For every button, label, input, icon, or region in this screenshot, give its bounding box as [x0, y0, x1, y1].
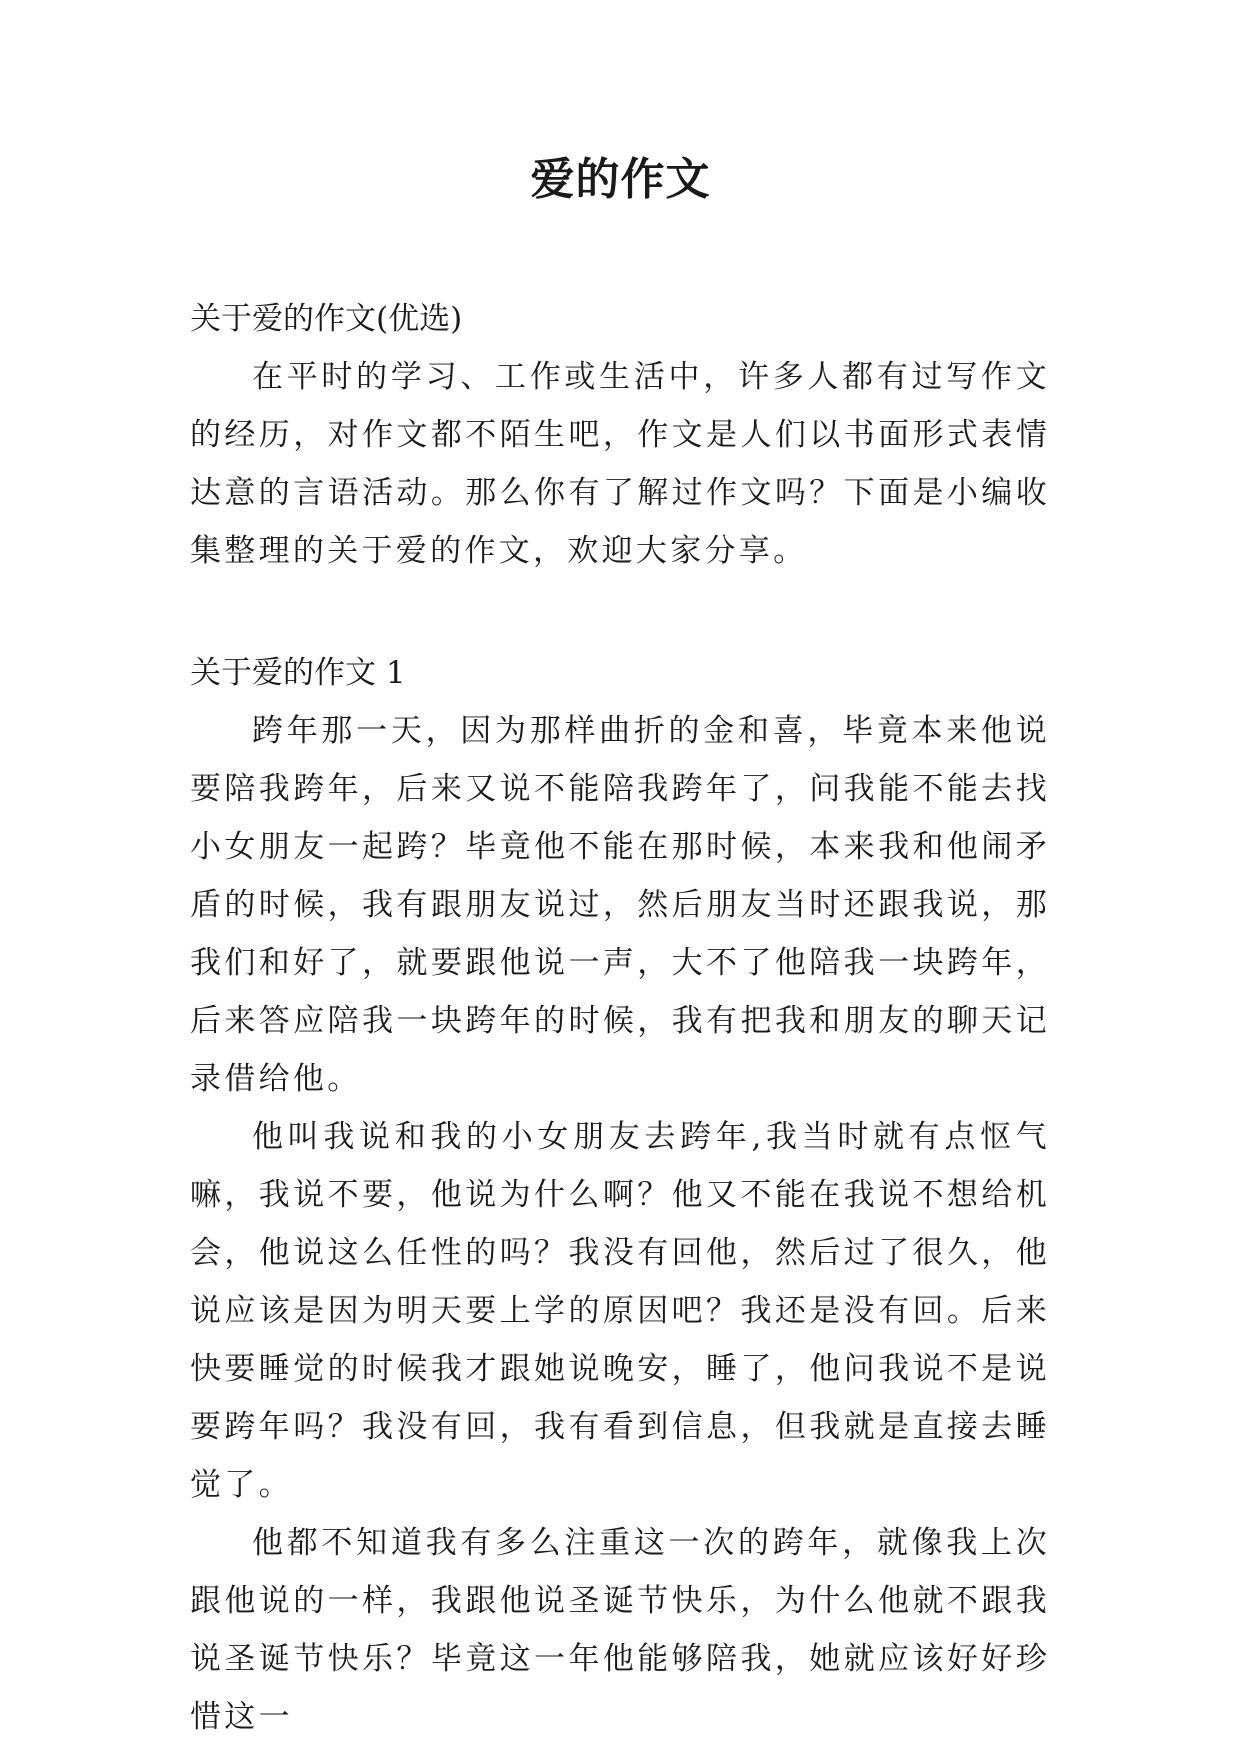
- section-heading-1: 关于爱的作文 1: [190, 655, 406, 691]
- essay-paragraph-2: 他叫我说和我的小女朋友去跨年,我当时就有点怄气嘛，我说不要，他说为什么啊？他又不能在我说不想给机会，他说这么任性的吗？我没有回他，然后过了很久，他说应该是因为明天要上学的原因吧？我还是没有回。后来快要睡觉的时候我才跟她说晚安，睡了，他问我说不是说要跨年吗？我没有回，我有看到信息，但我就是直接去睡觉了。: [190, 1119, 1050, 1503]
- section-heading-intro: 关于爱的作文(优选): [190, 301, 463, 337]
- essay-paragraph-1: 跨年那一天，因为那样曲折的金和喜，毕竟本来他说要陪我跨年，后来又说不能陪我跨年了，问我能不能去找小女朋友一起跨？毕竟他不能在那时候，本来我和他闹矛盾的时候，我有跟朋友说过，然后朋友当时还跟我说，那我们和好了，就要跟他说一声，大不了他陪我一块跨年，后来答应陪我一块跨年的时候，我有把我和朋友的聊天记录借给他。: [190, 713, 1050, 1097]
- intro-paragraph: 在平时的学习、工作或生活中，许多人都有过写作文的经历，对作文都不陌生吧，作文是人们以书面形式表情达意的言语活动。那么你有了解过作文吗？下面是小编收集整理的关于爱的作文，欢迎大家分享。: [190, 359, 1050, 569]
- essay-paragraph-3: 他都不知道我有多么注重这一次的跨年，就像我上次跟他说的一样，我跟他说圣诞节快乐，为什么他就不跟我说圣诞节快乐？毕竟这一年他能够陪我，她就应该好好珍惜这一: [190, 1525, 1050, 1735]
- document-body: [190, 290, 1050, 1746]
- document-title: 爱的作文: [530, 154, 711, 205]
